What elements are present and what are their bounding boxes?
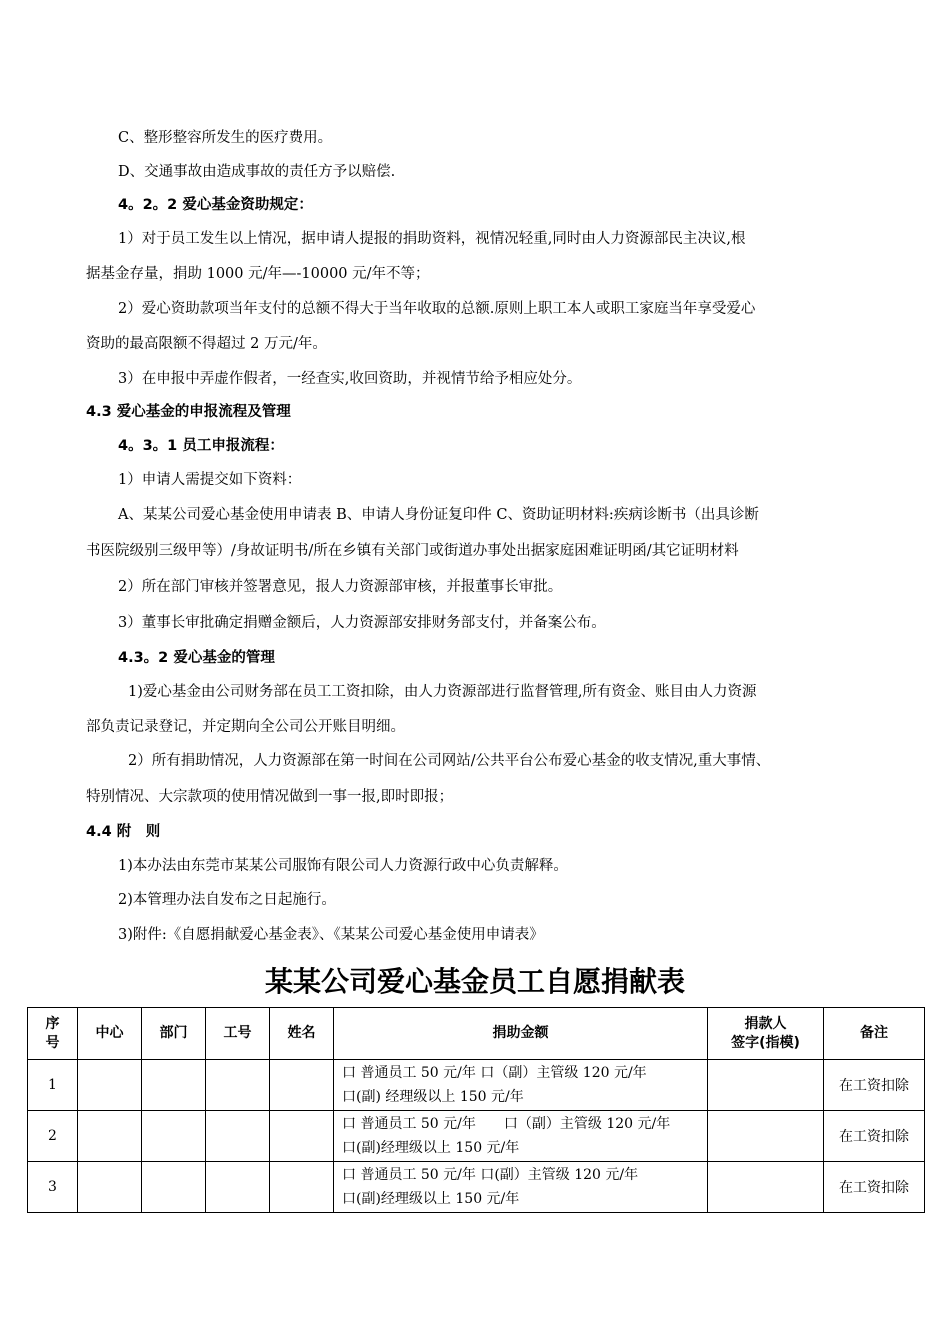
signature-cell[interactable] [708, 1111, 824, 1162]
paragraph: 部负责记录登记，并定期向全公司公开账目明细。 [86, 719, 405, 735]
center-cell[interactable] [78, 1162, 142, 1213]
paragraph: 书医院级别三级甲等）/身故证明书/所在乡镇有关部门或街道办事处出据家庭困难证明函/其它证明材料 [86, 543, 739, 559]
donation-table [27, 1007, 925, 1213]
table-row [28, 1162, 925, 1213]
signature-cell[interactable] [708, 1060, 824, 1111]
section-heading: 4.3 爱心基金的申报流程及管理 [86, 404, 291, 420]
header-dept: 部门 [142, 1008, 206, 1060]
paragraph: 特别情况、大宗款项的使用情况做到一事一报,即时即报； [86, 789, 454, 805]
header-note: 备注 [824, 1008, 925, 1060]
amount-options[interactable]: 口 普通员工 50 元/年 口（副）主管级 120 元/年 口(副) 经理级以上 150 元/年 [334, 1060, 708, 1111]
note-cell: 在工资扣除 [824, 1111, 925, 1162]
paragraph: 2）所在部门审核并签署意见，报人力资源部审核，并报董事长审批。 [118, 579, 563, 595]
dept-cell[interactable] [142, 1162, 206, 1213]
header-name: 姓名 [270, 1008, 334, 1060]
table-row [28, 1060, 925, 1111]
paragraph: 1)本办法由东莞市某某公司服饰有限公司人力资源行政中心负责解释。 [118, 858, 568, 874]
amount-options[interactable]: 口 普通员工 50 元/年 口(副）主管级 120 元/年 口(副)经理级以上 150 元/年 [334, 1162, 708, 1213]
name-cell[interactable] [270, 1111, 334, 1162]
header-seq: 序 号 [28, 1008, 78, 1060]
center-cell[interactable] [78, 1060, 142, 1111]
paragraph: 3)附件:《自愿捐献爱心基金表》、《某某公司爱心基金使用申请表》 [118, 927, 544, 943]
section-heading: 4。2。2 爱心基金资助规定： [118, 197, 313, 213]
signature-cell[interactable] [708, 1162, 824, 1213]
name-cell[interactable] [270, 1060, 334, 1111]
paragraph: 3）董事长审批确定捐赠金额后，人力资源部安排财务部支付，并备案公布。 [118, 615, 606, 631]
paragraph: 2）所有捐助情况，人力资源部在第一时间在公司网站/公共平台公布爱心基金的收支情况,重大事情、 [128, 753, 771, 769]
job-no-cell[interactable] [206, 1162, 270, 1213]
dept-cell[interactable] [142, 1111, 206, 1162]
dept-cell[interactable] [142, 1060, 206, 1111]
section-heading: 4.3。2 爱心基金的管理 [118, 650, 275, 666]
table-row [28, 1111, 925, 1162]
paragraph: 3）在申报中弄虚作假者，一经查实,收回资助，并视情节给予相应处分。 [118, 371, 582, 387]
paragraph: 1）申请人需提交如下资料： [118, 472, 302, 488]
paragraph: 1）对于员工发生以上情况，据申请人提报的捐助资料，视情况轻重,同时由人力资源部民主决议,根 [118, 231, 746, 247]
center-cell[interactable] [78, 1111, 142, 1162]
section-heading: 4。3。1 员工申报流程： [118, 438, 284, 454]
paragraph: 据基金存量，捐助 1000 元/年—-10000 元/年不等； [86, 266, 430, 282]
form-title: 某某公司爱心基金员工自愿捐献表 [264, 965, 685, 998]
paragraph: D、交通事故由造成事故的责任方予以赔偿. [118, 164, 396, 180]
header-job-no: 工号 [206, 1008, 270, 1060]
header-amount: 捐助金额 [334, 1008, 708, 1060]
paragraph: A、某某公司爱心基金使用申请表 B、申请人身份证复印件 C、资助证明材料:疾病诊断书（出具诊断 [118, 507, 759, 523]
header-signature: 捐款人 签字(指模) [708, 1008, 824, 1060]
paragraph: 资助的最高限额不得超过 2 万元/年。 [86, 336, 327, 352]
header-center: 中心 [78, 1008, 142, 1060]
amount-options[interactable]: 口 普通员工 50 元/年 口（副）主管级 120 元/年 口(副)经理级以上 150 元/年 [334, 1111, 708, 1162]
paragraph: C、整形整容所发生的医疗费用。 [118, 130, 333, 146]
job-no-cell[interactable] [206, 1060, 270, 1111]
name-cell[interactable] [270, 1162, 334, 1213]
paragraph: 1)爱心基金由公司财务部在员工工资扣除，由人力资源部进行监督管理,所有资金、账目由人力资源 [128, 684, 757, 700]
paragraph: 2）爱心资助款项当年支付的总额不得大于当年收取的总额.原则上职工本人或职工家庭当年享受爱心 [118, 301, 756, 317]
job-no-cell[interactable] [206, 1111, 270, 1162]
table-header-row [28, 1008, 925, 1060]
paragraph: 2)本管理办法自发布之日起施行。 [118, 892, 336, 908]
row-seq: 1 [28, 1060, 78, 1111]
section-heading: 4.4 附 则 [86, 824, 161, 840]
row-seq: 3 [28, 1162, 78, 1213]
note-cell: 在工资扣除 [824, 1162, 925, 1213]
row-seq: 2 [28, 1111, 78, 1162]
note-cell: 在工资扣除 [824, 1060, 925, 1111]
